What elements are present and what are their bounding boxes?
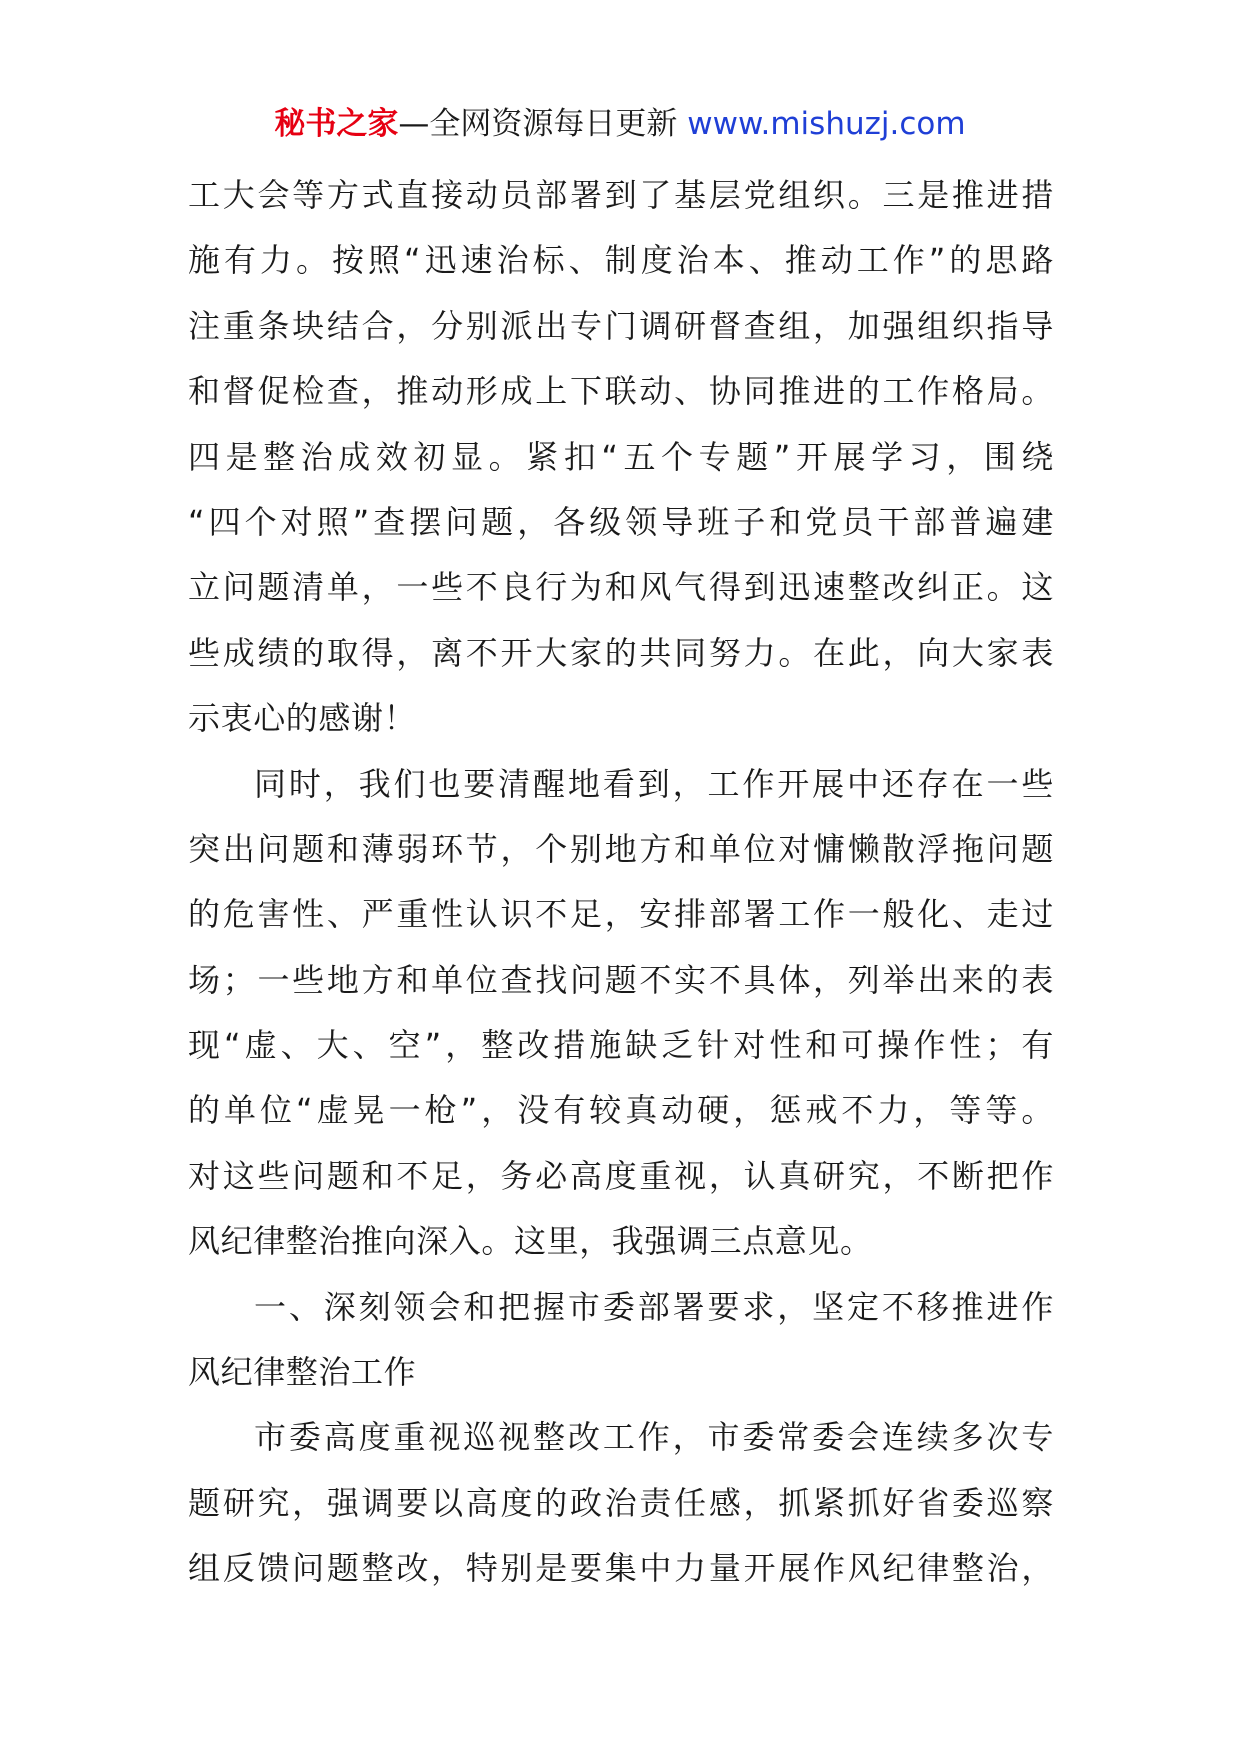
text-line: 场；一些地方和单位查找问题不实不具体，列举出来的表	[188, 960, 1054, 999]
text-line: 风纪律整治推向深入。这里，我强调三点意见。	[188, 1222, 873, 1261]
page-header	[0, 104, 1240, 144]
text-line: 四是整治成效初显。紧扣“五个专题”开展学习，围绕	[188, 437, 1054, 476]
text-line: 的单位“虚晃一枪”，没有较真动硬，惩戒不力，等等。	[188, 1091, 1054, 1130]
text-line: 立问题清单，一些不良行为和风气得到迅速整改纠正。这	[188, 568, 1054, 607]
text-line: 施有力。按照“迅速治标、制度治本、推动工作”的思路	[188, 241, 1054, 280]
website-link[interactable]: www.mishuzj.com	[687, 106, 966, 142]
text-line: 题研究，强调要以高度的政治责任感，抓紧抓好省委巡察	[188, 1483, 1054, 1522]
text-line: 工大会等方式直接动员部署到了基层党组织。三是推进措	[188, 176, 1054, 214]
text-line: “四个对照”查摆问题，各级领导班子和党员干部普遍建	[188, 502, 1054, 541]
text-line: 示衷心的感谢！	[188, 699, 417, 738]
document-body	[188, 163, 1054, 1602]
text-line: 些成绩的取得，离不开大家的共同努力。在此，向大家表	[188, 633, 1054, 672]
text-line: 现“虚、大、空”，整改措施缺乏针对性和可操作性；有	[188, 1026, 1054, 1065]
paragraph-start-line: 市委高度重视巡视整改工作，市委常委会连续多次专	[254, 1418, 1054, 1457]
text-line: 对这些问题和不足，务必高度重视，认真研究，不断把作	[188, 1156, 1054, 1195]
section-heading-line: 风纪律整治工作	[188, 1353, 417, 1392]
text-line: 注重条块结合，分别派出专门调研督查组，加强组织指导	[188, 306, 1054, 345]
header-tagline: —全网资源每日更新	[398, 106, 688, 142]
text-line: 的危害性、严重性认识不足，安排部署工作一般化、走过	[188, 895, 1054, 934]
section-heading-line: 一、深刻领会和把握市委部署要求，坚定不移推进作	[254, 1287, 1054, 1326]
paragraph-start-line: 同时，我们也要清醒地看到，工作开展中还存在一些	[254, 764, 1054, 803]
text-line: 和督促检查，推动形成上下联动、协同推进的工作格局。	[188, 372, 1054, 411]
text-line: 组反馈问题整改，特别是要集中力量开展作风纪律整治，	[188, 1549, 1054, 1588]
brand-name: 秘书之家	[274, 106, 399, 142]
text-line: 突出问题和薄弱环节，个别地方和单位对慵懒散浮拖问题	[188, 829, 1054, 868]
